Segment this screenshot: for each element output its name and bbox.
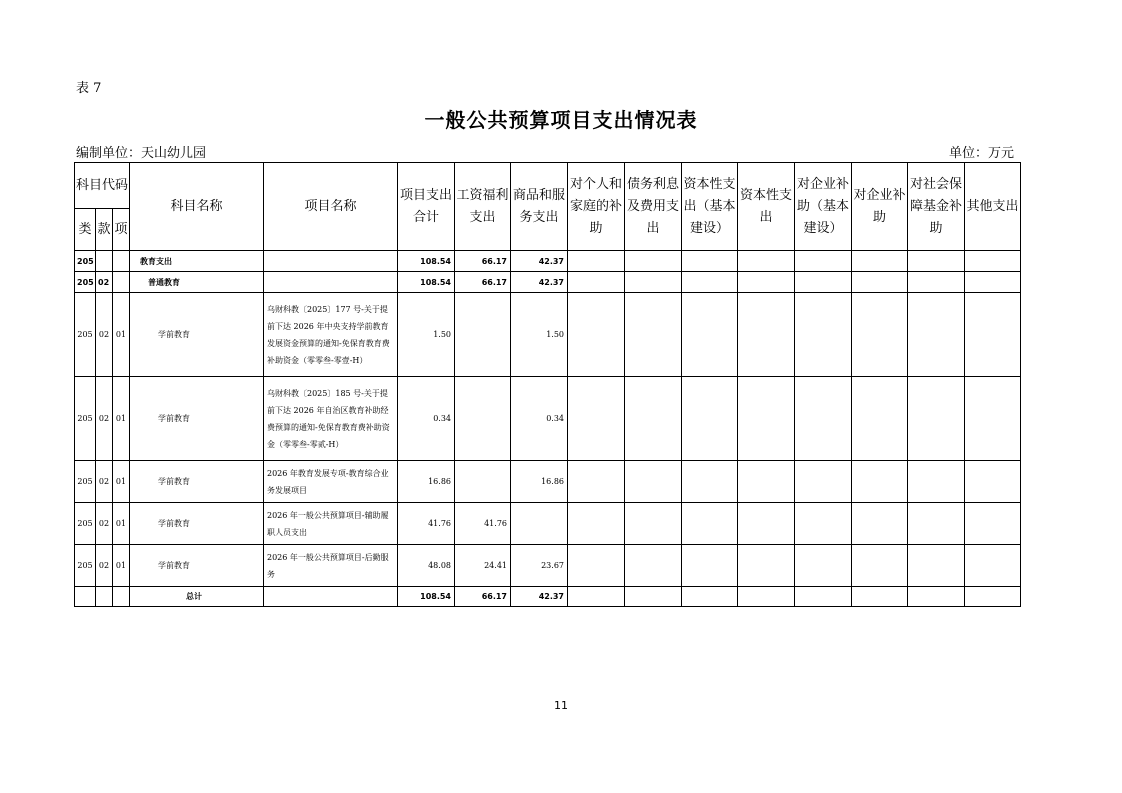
cell-empty <box>852 461 908 503</box>
cell-salary: 66.17 <box>455 272 511 293</box>
table-row <box>75 377 1021 461</box>
cell-empty <box>738 251 795 272</box>
cell-empty <box>795 587 852 607</box>
cell-empty <box>738 272 795 293</box>
cell-empty <box>682 461 738 503</box>
cell-project: 2026 年一般公共预算项目-辅助履职人员支出 <box>264 503 398 545</box>
cell-empty <box>852 272 908 293</box>
table-row <box>75 272 1021 293</box>
cell-empty <box>965 545 1021 587</box>
table-row <box>75 251 1021 272</box>
cell-empty <box>965 377 1021 461</box>
cell-empty <box>738 377 795 461</box>
cell-empty <box>625 293 682 377</box>
cell-total: 0.34 <box>398 377 455 461</box>
cell-subject: 学前教育 <box>130 293 264 377</box>
table-row <box>75 503 1021 545</box>
cell-salary <box>455 377 511 461</box>
cell-lei: 205 <box>75 377 96 461</box>
cell-goods: 0.34 <box>511 377 568 461</box>
cell-empty <box>965 251 1021 272</box>
header-capital-basic: 资本性支出（基本建设） <box>682 163 738 251</box>
cell-goods <box>511 503 568 545</box>
header-other: 其他支出 <box>965 163 1021 251</box>
cell-empty <box>625 461 682 503</box>
cell-subject: 学前教育 <box>130 461 264 503</box>
cell-empty <box>625 251 682 272</box>
cell-empty <box>795 503 852 545</box>
cell-subject: 学前教育 <box>130 377 264 461</box>
cell-project <box>264 251 398 272</box>
cell-empty <box>738 293 795 377</box>
header-personal: 对个人和家庭的补助 <box>568 163 625 251</box>
cell-subject: 普通教育 <box>130 272 264 293</box>
cell-project: 2026 年一般公共预算项目-后勤服务 <box>264 545 398 587</box>
cell-xiang: 01 <box>113 377 130 461</box>
cell-empty <box>965 503 1021 545</box>
header-debt: 债务利息及费用支出 <box>625 163 682 251</box>
cell-empty <box>852 293 908 377</box>
table-row <box>75 545 1021 587</box>
cell-kuan: 02 <box>96 272 113 293</box>
cell-empty <box>568 293 625 377</box>
cell-empty <box>738 503 795 545</box>
cell-empty <box>852 503 908 545</box>
cell-empty <box>682 293 738 377</box>
cell-empty <box>965 461 1021 503</box>
cell-empty <box>908 251 965 272</box>
cell-xiang <box>113 272 130 293</box>
cell-empty <box>908 377 965 461</box>
cell-empty <box>738 461 795 503</box>
total-sum: 108.54 <box>398 587 455 607</box>
cell-empty <box>682 503 738 545</box>
cell-kuan: 02 <box>96 293 113 377</box>
cell-empty <box>852 587 908 607</box>
cell-empty <box>852 251 908 272</box>
cell-xiang: 01 <box>113 461 130 503</box>
cell-empty <box>795 545 852 587</box>
total-salary: 66.17 <box>455 587 511 607</box>
cell-empty <box>852 377 908 461</box>
header-subject-code: 科目代码 <box>75 163 130 209</box>
cell-subject: 学前教育 <box>130 545 264 587</box>
header-project-name: 项目名称 <box>264 163 398 251</box>
cell-empty <box>908 461 965 503</box>
unit-label: 单位：万元 <box>948 146 1014 161</box>
table-tag: 表 7 <box>76 81 102 96</box>
page-number: 11 <box>554 699 568 712</box>
cell-empty <box>795 293 852 377</box>
cell-empty <box>965 293 1021 377</box>
cell-empty <box>682 272 738 293</box>
cell-empty <box>682 587 738 607</box>
cell-salary: 66.17 <box>455 251 511 272</box>
cell-empty <box>965 272 1021 293</box>
cell-empty <box>568 377 625 461</box>
cell-empty <box>568 545 625 587</box>
cell-xiang: 01 <box>113 545 130 587</box>
header-capital: 资本性支出 <box>738 163 795 251</box>
cell-empty <box>568 587 625 607</box>
cell-subject: 学前教育 <box>130 503 264 545</box>
org-label: 编制单位：天山幼儿园 <box>76 146 207 161</box>
cell-lei: 205 <box>75 461 96 503</box>
cell-empty <box>682 377 738 461</box>
cell-empty <box>682 545 738 587</box>
cell-empty <box>264 587 398 607</box>
cell-kuan: 02 <box>96 461 113 503</box>
cell-project: 乌财科教〔2025〕185 号-关于提前下达 2026 年自治区教育补助经费预算的通知-免保育教育费补助资金（零零叁-零贰-H） <box>264 377 398 461</box>
cell-empty <box>625 587 682 607</box>
cell-empty <box>568 503 625 545</box>
cell-lei: 205 <box>75 251 96 272</box>
page-title: 一般公共预算项目支出情况表 <box>424 108 698 132</box>
cell-goods: 1.50 <box>511 293 568 377</box>
cell-empty <box>795 377 852 461</box>
cell-empty <box>908 293 965 377</box>
cell-project: 乌财科教〔2025〕177 号-关于提前下达 2026 年中央支持学前教育发展资金预算的通知-免保育教育费补助资金（零零叁-零壹-H） <box>264 293 398 377</box>
cell-total: 48.08 <box>398 545 455 587</box>
table-row <box>75 461 1021 503</box>
cell-salary: 24.41 <box>455 545 511 587</box>
header-subject-name: 科目名称 <box>130 163 264 251</box>
cell-empty <box>96 587 113 607</box>
cell-empty <box>568 461 625 503</box>
header-total: 项目支出合计 <box>398 163 455 251</box>
cell-kuan: 02 <box>96 545 113 587</box>
header-enterprise-basic: 对企业补助（基本建设） <box>795 163 852 251</box>
header-salary: 工资福利支出 <box>455 163 511 251</box>
cell-empty <box>625 272 682 293</box>
cell-empty <box>738 587 795 607</box>
cell-project: 2026 年教育发展专项-教育综合业务发展项目 <box>264 461 398 503</box>
cell-empty <box>568 272 625 293</box>
cell-kuan: 02 <box>96 377 113 461</box>
cell-goods: 42.37 <box>511 251 568 272</box>
cell-empty <box>908 587 965 607</box>
cell-subject: 教育支出 <box>130 251 264 272</box>
cell-salary <box>455 461 511 503</box>
cell-empty <box>795 251 852 272</box>
cell-empty <box>908 545 965 587</box>
cell-empty <box>625 503 682 545</box>
cell-project <box>264 272 398 293</box>
header-kuan: 款 <box>96 209 113 251</box>
cell-empty <box>795 272 852 293</box>
cell-xiang <box>113 251 130 272</box>
table-row <box>75 293 1021 377</box>
header-enterprise: 对企业补助 <box>852 163 908 251</box>
cell-empty <box>795 461 852 503</box>
cell-empty <box>965 587 1021 607</box>
cell-total: 1.50 <box>398 293 455 377</box>
cell-empty <box>738 545 795 587</box>
cell-lei: 205 <box>75 503 96 545</box>
cell-goods: 23.67 <box>511 545 568 587</box>
cell-empty <box>113 587 130 607</box>
total-goods: 42.37 <box>511 587 568 607</box>
cell-xiang: 01 <box>113 293 130 377</box>
cell-empty <box>908 503 965 545</box>
cell-salary: 41.76 <box>455 503 511 545</box>
cell-total: 41.76 <box>398 503 455 545</box>
header-social: 对社会保障基金补助 <box>908 163 965 251</box>
cell-total: 108.54 <box>398 251 455 272</box>
cell-empty <box>682 251 738 272</box>
cell-goods: 42.37 <box>511 272 568 293</box>
cell-lei: 205 <box>75 272 96 293</box>
cell-empty <box>908 272 965 293</box>
cell-lei: 205 <box>75 545 96 587</box>
cell-empty <box>852 545 908 587</box>
cell-empty <box>625 377 682 461</box>
cell-salary <box>455 293 511 377</box>
cell-empty <box>75 587 96 607</box>
total-row <box>75 587 1021 607</box>
cell-total: 16.86 <box>398 461 455 503</box>
cell-empty <box>625 545 682 587</box>
expenditure-table <box>74 162 1021 607</box>
cell-total: 108.54 <box>398 272 455 293</box>
cell-kuan: 02 <box>96 503 113 545</box>
header-xiang: 项 <box>113 209 130 251</box>
cell-xiang: 01 <box>113 503 130 545</box>
header-goods: 商品和服务支出 <box>511 163 568 251</box>
total-label: 总计 <box>130 587 264 607</box>
cell-empty <box>568 251 625 272</box>
cell-lei: 205 <box>75 293 96 377</box>
cell-goods: 16.86 <box>511 461 568 503</box>
cell-kuan <box>96 251 113 272</box>
header-lei: 类 <box>75 209 96 251</box>
